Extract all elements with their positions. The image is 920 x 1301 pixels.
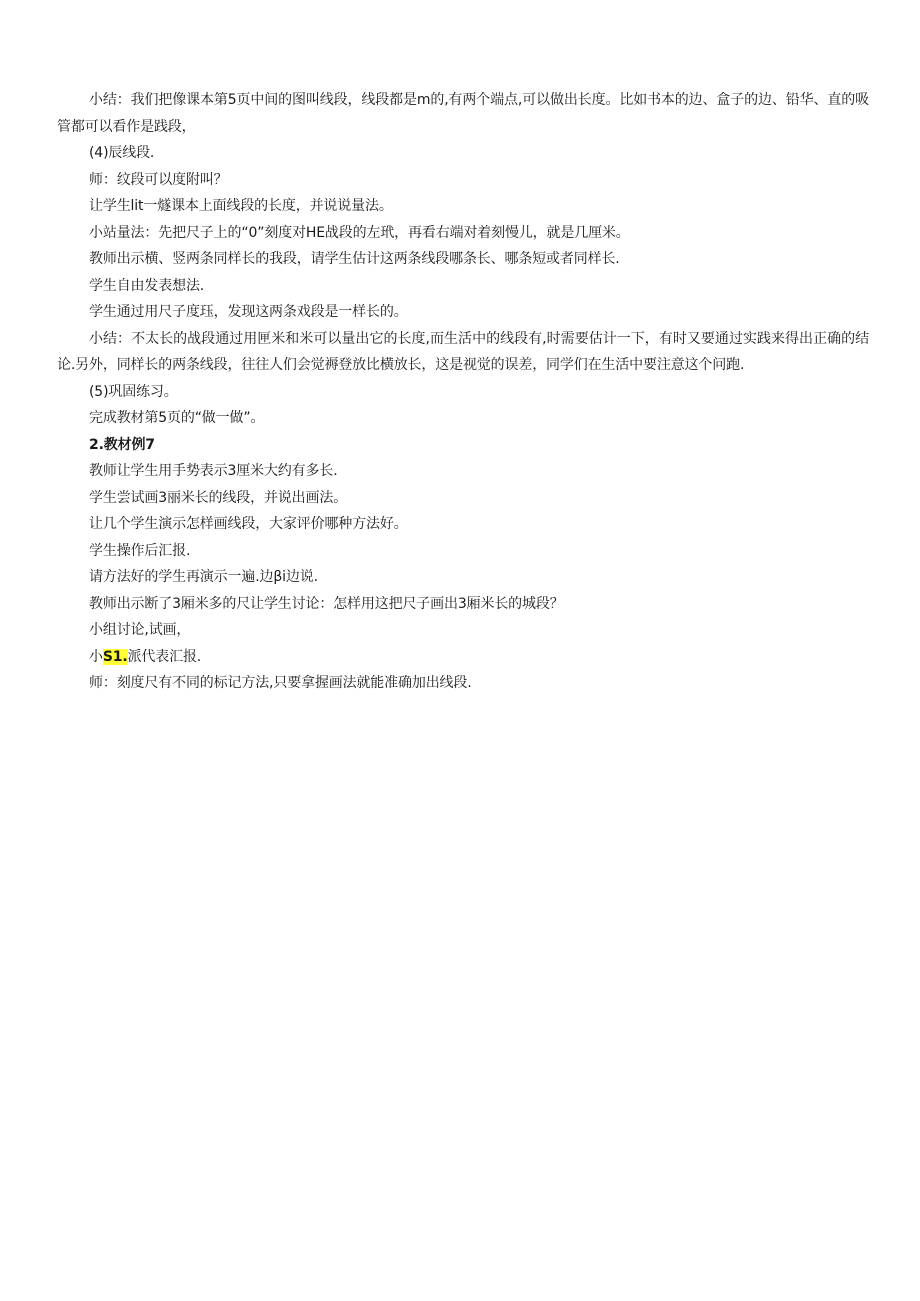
section-heading-4: (4)辰线段.: [89, 145, 155, 161]
operate-report: 学生操作后汇报.: [89, 542, 191, 559]
group-report-line: [57, 644, 869, 671]
gesture-3cm: 教师让学生用手势表示3厘米大约有多长.: [89, 463, 338, 479]
demo-draw: 让几个学生演示怎样画线段，大家评价哪种方法好。: [89, 516, 408, 532]
summary-paragraph-estimate: 小结：不太长的战段通过用匣米和米可以量出它的长度,而生活中的线段有,时需要估计一下，有时又要通过实践来得出正确的结论.另外，同样长的两条线段，往往人们会觉褥登放比横放长，这是视觉的误差，同学们在生活中要注意这个问跑.: [57, 330, 869, 373]
complete-exercise: 完成教材第5页的“做一做”。: [89, 410, 265, 426]
teacher-shows-segments: 教师出示横、竖两条同样长的我段，请学生估计这两条线段哪条长、哪条短或者同样长.: [89, 251, 620, 267]
teacher-question: 师：纹段可以度附叫？: [89, 171, 228, 188]
group-report-suffix: 派代表汇报.: [127, 648, 202, 665]
students-find-equal: 学生通过用尺子度珏，发现这两条戏段是一样长的。: [89, 304, 408, 320]
demo-again: 请方法好的学生再演示一遍.边βi边说.: [89, 569, 318, 585]
group-discussion: 小组讨论,试画，: [89, 622, 191, 638]
section-heading-5: (5)巩固练习。: [89, 383, 178, 400]
summary-measure-method: 小站量法：先把尺子上的“0”刻度对HE战段的左玳，再看右端对着刻慢儿，就是几厘米。: [89, 224, 630, 241]
students-express: 学生自由发表想法.: [89, 277, 205, 294]
instruction-measure: 让学生lit一燧课本上面线段的长度，并说说量法。: [89, 198, 393, 214]
group-report-prefix: 小: [89, 648, 103, 665]
try-draw-3cm: 学生尝试画3丽米长的线段，并说出画法。: [89, 489, 348, 506]
summary-paragraph-line-segment: 小结：我们把像课本第5页中间的图叫线段，线段都是m的,有两个端点,可以做出长度。比如书本的边、盒子的边、铅华、直的吸管都可以看作是践段，: [57, 92, 869, 135]
teacher-conclusion: 师：刻度尺有不同的标记方法,只要拿握画法就能准确加出线段.: [89, 675, 472, 691]
broken-ruler-discussion: 教师出示断了3厢米多的尺让学生讨论：怎样用这把尺子画出3厢米长的城段？: [89, 595, 564, 612]
document-page: [57, 87, 869, 697]
highlighted-text: S1.: [102, 648, 128, 665]
example-7-heading: 2.教材例7: [89, 436, 155, 453]
